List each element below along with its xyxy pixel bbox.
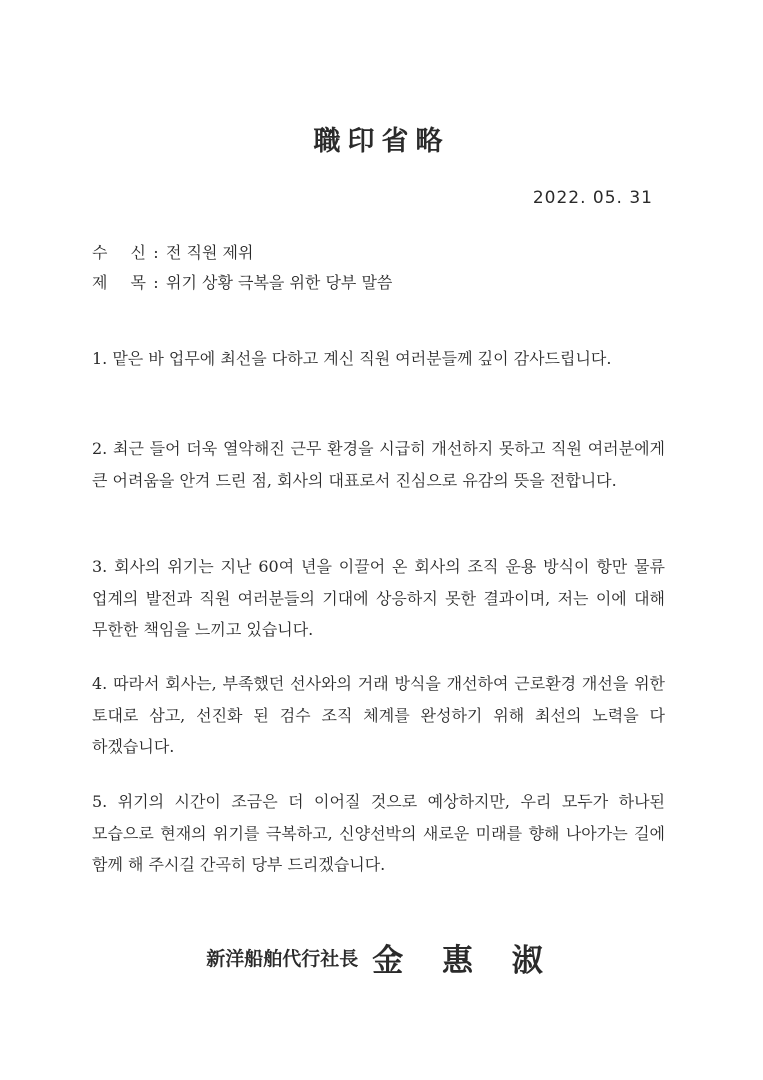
paragraph-2: 2. 최근 들어 더욱 열악해진 근무 환경을 시급히 개선하지 못하고 직원 여러분에게 큰 어려움을 안겨 드린 점, 회사의 대표로서 진심으로 유감의 뜻을 전합니다. <box>92 439 665 490</box>
signature-block <box>0 935 763 980</box>
subject-label: 제 목 <box>92 273 146 292</box>
recipient-value: 전 직원 제위 <box>166 243 254 262</box>
document-date: 2022. 05. 31 <box>532 188 653 208</box>
recipient-colon: : <box>153 243 159 262</box>
subject-colon: : <box>153 273 159 292</box>
paragraph-3: 3. 회사의 위기는 지난 60여 년을 이끌어 온 회사의 조직 운용 방식이 항만 물류 업계의 발전과 직원 여러분들의 기대에 상응하지 못한 결과이며, 저는 이에 대해 무한한 책임을 느끼고 있습니다. <box>92 557 665 639</box>
subject-value: 위기 상황 극복을 위한 당부 말씀 <box>166 273 393 292</box>
subject-row <box>92 272 392 294</box>
recipient-row <box>92 242 253 264</box>
paragraph-1: 1. 맡은 바 업무에 최선을 다하고 계신 직원 여러분들께 깊이 감사드립니다. <box>92 349 612 368</box>
paragraph-5: 5. 위기의 시간이 조금은 더 이어질 것으로 예상하지만, 우리 모두가 하나된 모습으로 현재의 위기를 극복하고, 신양선박의 새로운 미래를 향해 나아가는 길에 함께 해 주시길 간곡히 당부 드리겠습니다. <box>92 792 665 874</box>
recipient-label: 수 신 <box>92 243 146 262</box>
signature-title: 新洋船舶代行社長 <box>206 948 359 970</box>
document-title: 職印省略 <box>313 126 450 157</box>
signature-name: 金 惠 淑 <box>372 943 557 979</box>
paragraph-4: 4. 따라서 회사는, 부족했던 선사와의 거래 방식을 개선하여 근로환경 개선을 위한 토대로 삼고, 선진화 된 검수 조직 체계를 완성하기 위해 최선의 노력을 다 하겠습니다. <box>92 674 665 756</box>
